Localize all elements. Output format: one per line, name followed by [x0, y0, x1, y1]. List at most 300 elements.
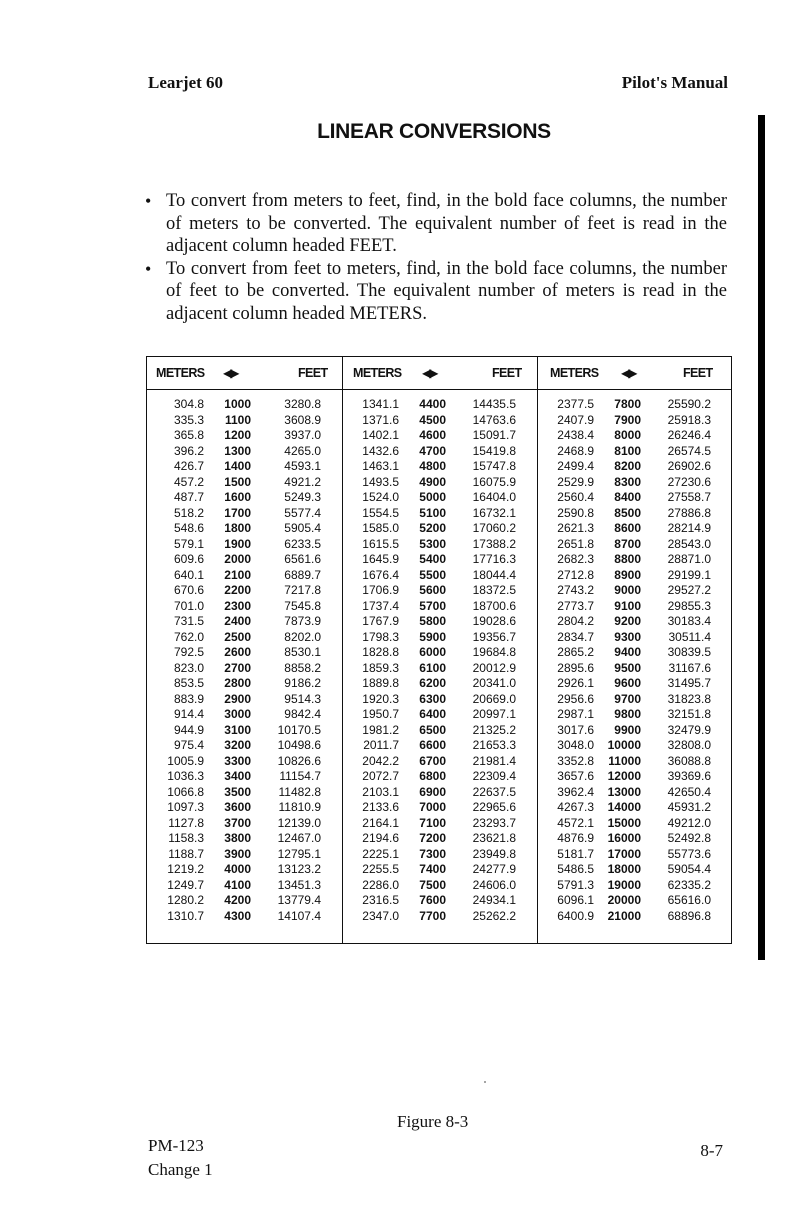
bold-value: 4500 [419, 412, 446, 427]
meters-value: 2164.1 [362, 815, 399, 830]
bold-value: 5600 [419, 583, 446, 597]
feet-value: 15419.8 [472, 443, 516, 458]
table-row [147, 909, 337, 925]
feet-value: 20669.0 [472, 691, 516, 706]
table-row [342, 723, 532, 739]
feet-value: 10498.6 [277, 738, 321, 752]
bold-value: 8900 [614, 567, 641, 582]
feet-value: 11482.8 [278, 784, 321, 799]
table-row [537, 754, 727, 770]
meters-value: 2926.1 [557, 676, 594, 690]
feet-value: 24277.9 [472, 862, 516, 876]
meters-value: 2011.7 [363, 738, 399, 752]
meters-value: 2468.9 [557, 443, 594, 458]
meters-value: 365.8 [173, 428, 204, 442]
meters-value: 1798.3 [362, 629, 399, 644]
table-row [342, 475, 532, 491]
bold-value: 4900 [419, 474, 446, 489]
bold-value: 9700 [614, 691, 641, 706]
bold-value: 2200 [224, 583, 251, 597]
table-row [147, 769, 337, 785]
meters-value: 2133.6 [362, 800, 399, 814]
meters-value: 2895.6 [557, 660, 594, 675]
bold-value: 7200 [419, 831, 446, 845]
meters-value: 1920.3 [362, 691, 399, 706]
feet-value: 5249.3 [284, 490, 321, 504]
feet-value: 39369.6 [667, 769, 711, 783]
feet-value: 49212.0 [667, 815, 711, 830]
meters-value: 2407.9 [557, 412, 594, 427]
feet-header: FEET [683, 366, 713, 380]
meters-value: 1981.2 [362, 722, 399, 737]
feet-value: 15747.8 [472, 459, 516, 473]
bold-value: 8300 [614, 474, 641, 489]
meters-value: 2651.8 [557, 536, 594, 551]
feet-value: 4265.0 [284, 443, 321, 458]
feet-value: 24606.0 [472, 877, 516, 892]
feet-value: 6561.6 [284, 552, 321, 566]
left-right-arrow-icon: ◀▶ [422, 366, 437, 380]
meters-value: 1341.1 [362, 397, 399, 411]
table-row [342, 862, 532, 878]
feet-value: 32808.0 [667, 738, 711, 752]
left-right-arrow-icon: ◀▶ [621, 366, 636, 380]
meters-header: METERS [156, 366, 205, 380]
meters-value: 2712.8 [557, 567, 594, 582]
feet-value: 4593.1 [284, 459, 321, 473]
feet-value: 25918.3 [667, 412, 711, 427]
feet-value: 13451.3 [277, 877, 321, 892]
meters-value: 1676.4 [362, 567, 399, 582]
table-row [147, 630, 337, 646]
meters-value: 3017.6 [557, 722, 594, 737]
feet-value: 18044.4 [472, 567, 516, 582]
feet-value: 27886.8 [667, 505, 711, 520]
conversion-table [146, 356, 732, 944]
bold-value: 7800 [614, 397, 641, 411]
bold-value: 6500 [419, 722, 446, 737]
meters-value: 670.6 [173, 583, 204, 597]
table-row [342, 785, 532, 801]
table-row [342, 878, 532, 894]
change-bar [758, 115, 765, 960]
meters-value: 2987.1 [557, 707, 594, 721]
feet-value: 30183.4 [667, 614, 711, 628]
feet-value: 13123.2 [277, 862, 321, 876]
meters-value: 1280.2 [167, 893, 204, 907]
meters-value: 4876.9 [557, 831, 594, 845]
feet-value: 5577.4 [284, 505, 321, 520]
table-row [147, 723, 337, 739]
feet-value: 6889.7 [284, 567, 321, 582]
bold-value: 4400 [419, 397, 446, 411]
meters-value: 3962.4 [557, 784, 594, 799]
bold-value: 2500 [224, 629, 251, 644]
meters-value: 762.0 [173, 629, 204, 644]
table-row [147, 645, 337, 661]
table-row [537, 692, 727, 708]
bold-value: 6700 [419, 753, 446, 768]
bold-value: 9400 [614, 645, 641, 659]
meters-value: 2834.7 [557, 629, 594, 644]
meters-header: METERS [353, 366, 402, 380]
feet-value: 24934.1 [472, 893, 516, 907]
meters-value: 5486.5 [557, 862, 594, 876]
bold-value: 7000 [419, 800, 446, 814]
feet-value: 21325.2 [472, 722, 516, 737]
meters-value: 4267.3 [557, 800, 594, 814]
bold-value: 3700 [224, 815, 251, 830]
bold-value: 7500 [419, 877, 446, 892]
table-row [537, 521, 727, 537]
table-row [147, 583, 337, 599]
bold-value: 5800 [419, 614, 446, 628]
feet-value: 20341.0 [472, 676, 516, 690]
meters-value: 2865.2 [557, 645, 594, 659]
bold-value: 18000 [607, 862, 641, 876]
bold-value: 6300 [419, 691, 446, 706]
bold-value: 2800 [224, 676, 251, 690]
feet-value: 17388.2 [472, 536, 516, 551]
meters-value: 1127.8 [168, 815, 204, 830]
feet-value: 18700.6 [472, 598, 516, 613]
feet-value: 5905.4 [284, 521, 321, 535]
table-row [147, 428, 337, 444]
meters-value: 1493.5 [362, 474, 399, 489]
feet-value: 23293.7 [472, 815, 516, 830]
bold-value: 14000 [607, 800, 641, 814]
table-row [342, 754, 532, 770]
meters-value: 792.5 [173, 645, 204, 659]
feet-value: 30839.5 [667, 645, 711, 659]
bold-value: 7300 [419, 846, 446, 861]
meters-value: 1889.8 [362, 676, 399, 690]
feet-value: 8530.1 [284, 645, 321, 659]
page-number: 8-7 [700, 1141, 723, 1160]
bold-value: 6200 [419, 676, 446, 690]
table-row [342, 893, 532, 909]
feet-value: 4921.2 [284, 474, 321, 489]
feet-value: 14107.4 [277, 908, 321, 923]
table-row [147, 537, 337, 553]
table-row [342, 769, 532, 785]
meters-value: 1828.8 [362, 645, 399, 659]
table-row [342, 692, 532, 708]
table-row [537, 816, 727, 832]
meters-value: 1950.7 [362, 707, 399, 721]
meters-value: 609.6 [173, 552, 204, 566]
feet-value: 17060.2 [472, 521, 516, 535]
feet-value: 29199.1 [667, 567, 711, 582]
table-row [342, 444, 532, 460]
feet-value: 21981.4 [472, 753, 516, 768]
bold-value: 8800 [614, 552, 641, 566]
table-row [342, 909, 532, 925]
bold-value: 2400 [224, 614, 251, 628]
table-row [537, 676, 727, 692]
feet-value: 19356.7 [472, 629, 516, 644]
feet-value: 59054.4 [667, 862, 711, 876]
bold-value: 8000 [614, 428, 641, 442]
bold-value: 8400 [614, 490, 641, 504]
bold-value: 16000 [607, 831, 641, 845]
table-row [147, 862, 337, 878]
table-row [537, 769, 727, 785]
bold-value: 6600 [419, 738, 446, 752]
table-row [147, 661, 337, 677]
feet-value: 28543.0 [667, 536, 711, 551]
meters-value: 1554.5 [362, 505, 399, 520]
table-row [147, 831, 337, 847]
meters-value: 548.6 [173, 521, 204, 535]
feet-value: 26574.5 [667, 443, 711, 458]
table-row [342, 831, 532, 847]
meters-value: 2956.6 [557, 691, 594, 706]
table-row [147, 459, 337, 475]
feet-value: 3608.9 [284, 412, 321, 427]
meters-value: 2255.5 [362, 862, 399, 876]
table-row [147, 893, 337, 909]
bold-value: 3600 [224, 800, 251, 814]
table-row [342, 738, 532, 754]
feet-value: 23949.8 [472, 846, 516, 861]
meters-value: 2682.3 [557, 552, 594, 566]
meters-value: 731.5 [173, 614, 204, 628]
feet-value: 18372.5 [472, 583, 516, 597]
bold-value: 1000 [224, 397, 251, 411]
feet-header: FEET [492, 366, 522, 380]
bold-value: 9100 [614, 598, 641, 613]
meters-value: 975.4 [173, 738, 204, 752]
table-row [342, 614, 532, 630]
table-row [537, 490, 727, 506]
figure-caption: Figure 8-3 [397, 1112, 469, 1131]
table-row [147, 614, 337, 630]
table-row [147, 738, 337, 754]
table-row [537, 707, 727, 723]
meters-value: 1371.6 [362, 412, 399, 427]
table-row [342, 537, 532, 553]
table-row [147, 475, 337, 491]
meters-value: 335.3 [173, 412, 204, 427]
bold-value: 2100 [224, 567, 251, 582]
meters-value: 6400.9 [557, 908, 594, 923]
table-row [147, 878, 337, 894]
bold-value: 19000 [607, 877, 641, 892]
meters-value: 1158.3 [168, 831, 204, 845]
feet-value: 27558.7 [667, 490, 711, 504]
feet-value: 13779.4 [277, 893, 321, 907]
meters-value: 944.9 [173, 722, 204, 737]
meters-value: 914.4 [173, 707, 204, 721]
bold-value: 6800 [419, 769, 446, 783]
table-row [147, 800, 337, 816]
bold-value: 4700 [419, 443, 446, 458]
bold-value: 4200 [224, 893, 251, 907]
table-row [147, 552, 337, 568]
meters-value: 457.2 [173, 474, 204, 489]
bold-value: 5500 [419, 567, 446, 582]
meters-value: 2377.5 [557, 397, 594, 411]
table-row [537, 909, 727, 925]
meters-value: 853.5 [173, 676, 204, 690]
meters-value: 579.1 [173, 536, 204, 551]
feet-value: 29527.2 [667, 583, 711, 597]
meters-value: 2316.5 [362, 893, 399, 907]
feet-value: 11154.7 [279, 769, 321, 783]
left-right-arrow-icon: ◀▶ [223, 366, 238, 380]
meters-value: 5181.7 [557, 846, 594, 861]
meters-value: 396.2 [173, 443, 204, 458]
bold-value: 3500 [224, 784, 251, 799]
meters-value: 1097.3 [167, 800, 204, 814]
meters-value: 2804.2 [557, 614, 594, 628]
table-row [537, 614, 727, 630]
meters-value: 518.2 [173, 505, 204, 520]
meters-value: 2042.2 [362, 753, 399, 768]
table-row [342, 847, 532, 863]
meters-value: 2072.7 [362, 769, 399, 783]
feet-value: 17716.3 [472, 552, 516, 566]
meters-value: 426.7 [173, 459, 204, 473]
bold-value: 1200 [224, 428, 251, 442]
feet-value: 19028.6 [472, 614, 516, 628]
meters-value: 1463.1 [362, 459, 399, 473]
instruction-item: • To convert from meters to feet, find, in the bold face columns, the number of meters to be converted. The equivalent number of feet is read in the adjacent column headed FEET. [145, 190, 727, 258]
feet-value: 52492.8 [667, 831, 711, 845]
feet-value: 20012.9 [472, 660, 516, 675]
table-row [342, 645, 532, 661]
bold-value: 6900 [419, 784, 446, 799]
feet-value: 62335.2 [667, 877, 711, 892]
bold-value: 1300 [224, 443, 251, 458]
bold-value: 17000 [607, 846, 641, 861]
table-row [342, 676, 532, 692]
feet-value: 9842.4 [284, 707, 321, 721]
meters-value: 1706.9 [362, 583, 399, 597]
bold-value: 4000 [224, 862, 251, 876]
table-row [537, 397, 727, 413]
table-row [537, 630, 727, 646]
bold-value: 3400 [224, 769, 251, 783]
feet-value: 8858.2 [284, 660, 321, 675]
bold-value: 3100 [224, 722, 251, 737]
table-row [342, 490, 532, 506]
table-row [537, 537, 727, 553]
table-row [537, 599, 727, 615]
meters-value: 1524.0 [362, 490, 399, 504]
bold-value: 7900 [614, 412, 641, 427]
table-row [537, 847, 727, 863]
bold-value: 2000 [224, 552, 251, 566]
bold-value: 8500 [614, 505, 641, 520]
table-row [537, 893, 727, 909]
bold-value: 5400 [419, 552, 446, 566]
table-group [147, 397, 337, 924]
table-row [537, 862, 727, 878]
bold-value: 6400 [419, 707, 446, 721]
meters-value: 2194.6 [362, 831, 399, 845]
meters-value: 2438.4 [557, 428, 594, 442]
table-row [147, 847, 337, 863]
meters-value: 5791.3 [557, 877, 594, 892]
bold-value: 2600 [224, 645, 251, 659]
bold-value: 11000 [608, 753, 641, 768]
bold-value: 1800 [224, 521, 251, 535]
bold-value: 5200 [419, 521, 446, 535]
feet-value: 42650.4 [667, 784, 711, 799]
meters-value: 1219.2 [167, 862, 204, 876]
table-row [147, 413, 337, 429]
table-row [537, 583, 727, 599]
feet-value: 55773.6 [667, 846, 711, 861]
feet-value: 30511.4 [668, 629, 711, 644]
feet-value: 16732.1 [472, 505, 516, 520]
feet-value: 23621.8 [472, 831, 516, 845]
table-group [342, 397, 532, 924]
table-row [147, 506, 337, 522]
feet-value: 31495.7 [667, 676, 711, 690]
bold-value: 1600 [224, 490, 251, 504]
table-row [147, 676, 337, 692]
table-row [342, 521, 532, 537]
table-row [342, 568, 532, 584]
feet-value: 27230.6 [667, 474, 711, 489]
bold-value: 8600 [614, 521, 641, 535]
meters-value: 2103.1 [362, 784, 399, 799]
meters-value: 3048.0 [557, 738, 594, 752]
meters-value: 1767.9 [362, 614, 399, 628]
feet-value: 12467.0 [277, 831, 321, 845]
feet-value: 7217.8 [284, 583, 321, 597]
table-row [342, 506, 532, 522]
bold-value: 4100 [224, 877, 251, 892]
feet-value: 3280.8 [284, 397, 321, 411]
feet-value: 25262.2 [472, 908, 516, 923]
table-row [537, 831, 727, 847]
bold-value: 4800 [419, 459, 446, 473]
table-row [537, 661, 727, 677]
meters-value: 823.0 [173, 660, 204, 675]
table-row [147, 568, 337, 584]
meters-value: 1005.9 [167, 753, 204, 768]
bold-value: 10000 [607, 738, 641, 752]
feet-value: 10170.5 [277, 722, 321, 737]
bold-value: 9800 [614, 707, 641, 721]
feet-value: 19684.8 [472, 645, 516, 659]
feet-value: 14763.6 [472, 412, 516, 427]
bold-value: 4300 [224, 908, 251, 923]
table-row [147, 490, 337, 506]
meters-value: 1645.9 [362, 552, 399, 566]
bold-value: 3200 [224, 738, 251, 752]
scan-speck [484, 1081, 486, 1083]
table-row [342, 583, 532, 599]
bold-value: 20000 [607, 893, 641, 907]
table-row [342, 459, 532, 475]
meters-value: 2621.3 [557, 521, 594, 535]
meters-value: 1585.0 [362, 521, 399, 535]
table-row [342, 552, 532, 568]
bold-value: 8100 [614, 443, 641, 458]
meters-value: 2347.0 [362, 908, 399, 923]
meters-value: 2560.4 [557, 490, 594, 504]
bold-value: 12000 [607, 769, 641, 783]
table-row [147, 816, 337, 832]
bold-value: 9600 [614, 676, 641, 690]
bold-value: 8700 [614, 536, 641, 551]
instruction-list [145, 190, 727, 326]
